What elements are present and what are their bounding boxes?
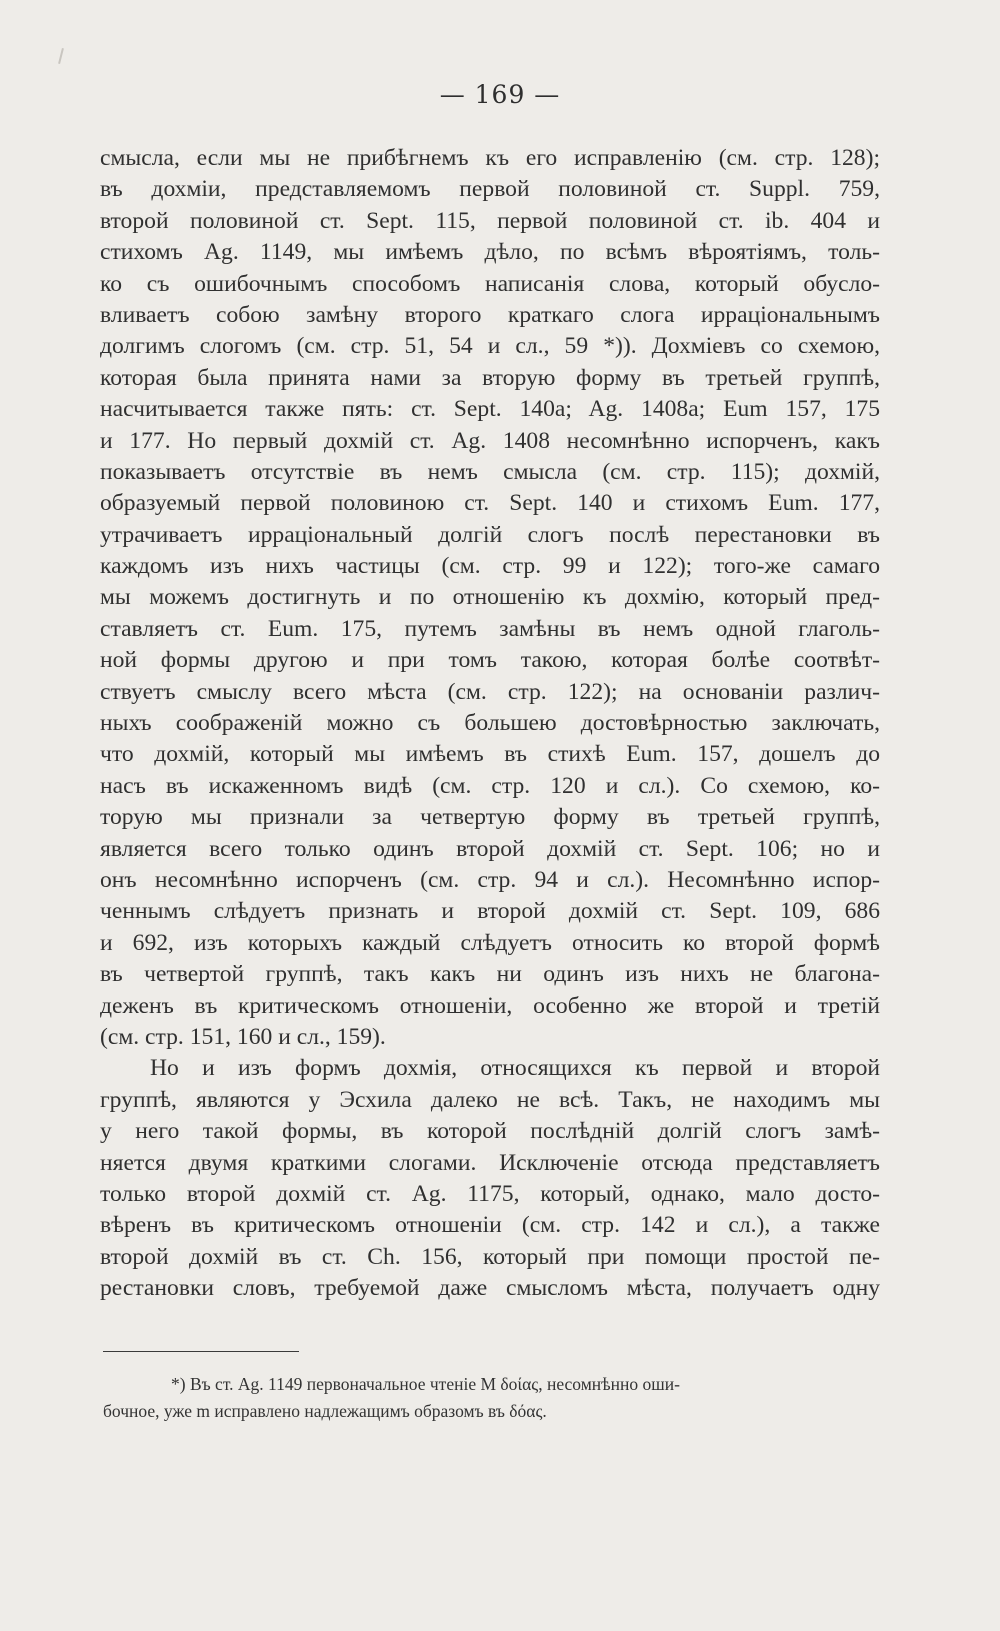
text-line: онъ несомнѣнно испорченъ (см. стр. 94 и сл.). Несомнѣнно испор- bbox=[100, 866, 880, 893]
paragraph-end-line: (см. стр. 151, 160 и сл., 159). bbox=[100, 1023, 386, 1050]
text-line: насчитывается также пять: ст. Sept. 140a; Ag. 1408a; Eum 157, 175 bbox=[100, 396, 880, 423]
text-line: ствуетъ смыслу всего мѣста (см. стр. 122); на основаніи различ- bbox=[100, 678, 880, 705]
text-line: ко съ ошибочнымъ способомъ написанія слова, который обусло- bbox=[100, 270, 880, 297]
text-line: и 692, изъ которыхъ каждый слѣдуетъ относить ко второй формѣ bbox=[100, 929, 880, 956]
text-line: долгимъ слогомъ (см. стр. 51, 54 и сл., 59 *)). Дохміевъ со схемою, bbox=[100, 333, 880, 360]
text-line: является всего только одинъ второй дохмій ст. Sept. 106; но и bbox=[100, 835, 880, 862]
text-line: показываетъ отсутствіе въ немъ смысла (см. стр. 115); дохмій, bbox=[100, 458, 880, 485]
text-line: и 177. Но первый дохмій ст. Ag. 1408 несомнѣнно испорченъ, какъ bbox=[100, 427, 880, 454]
text-line: ставляетъ ст. Eum. 175, путемъ замѣны въ немъ одной глаголь- bbox=[100, 615, 880, 642]
text-line: второй половиной ст. Sept. 115, первой половиной ст. ib. 404 и bbox=[100, 207, 880, 234]
text-line: няется двумя краткими слогами. Исключеніе отсюда представляетъ bbox=[100, 1149, 880, 1176]
text-line: утрачиваетъ ирраціональный долгій слогъ послѣ перестановки въ bbox=[100, 521, 880, 548]
text-line: ченнымъ слѣдуетъ признать и второй дохмій ст. Sept. 109, 686 bbox=[100, 898, 880, 925]
text-line: ной формы другою и при томъ такою, которая болѣе соотвѣт- bbox=[100, 647, 880, 674]
text-line: въ четвертой группѣ, такъ какъ ни одинъ изъ нихъ не благона- bbox=[100, 961, 880, 988]
text-line: мы можемъ достигнуть и по отношенію къ дохмію, который пред- bbox=[100, 584, 880, 611]
text-line: второй дохмій въ ст. Ch. 156, который при помощи простой пе- bbox=[100, 1243, 880, 1270]
text-line: торую мы признали за четвертую форму въ третьей группѣ, bbox=[100, 804, 880, 831]
text-line: образуемый первой половиною ст. Sept. 140 и стихомъ Eum. 177, bbox=[100, 490, 880, 517]
footnote bbox=[103, 1371, 883, 1425]
text-line: только второй дохмій ст. Ag. 1175, который, однако, мало досто- bbox=[100, 1180, 880, 1207]
footnote-line: *) Въ ст. Ag. 1149 первоначальное чтеніе M δοίας, несомнѣнно оши- bbox=[171, 1374, 680, 1394]
text-line: смысла, если мы не прибѣгнемъ къ его исправленію (см. стр. 128); bbox=[100, 145, 880, 171]
footnote-separator bbox=[103, 1351, 299, 1352]
text-line: въ дохміи, представляемомъ первой половиной ст. Suppl. 759, bbox=[100, 176, 880, 203]
text-line: ныхъ соображеній можно съ большею достовѣрностью заключать, bbox=[100, 710, 880, 737]
text-line: вливаетъ собою замѣну второго краткаго слога ирраціональнымъ bbox=[100, 301, 880, 328]
text-line: рестановки словъ, требуемой даже смысломъ мѣста, получаетъ одну bbox=[100, 1275, 880, 1302]
text-line: насъ въ искаженномъ видѣ (см. стр. 120 и сл.). Со схемою, ко- bbox=[100, 772, 880, 799]
main-text bbox=[100, 143, 880, 1304]
text-line: что дохмій, который мы имѣемъ въ стихѣ Eum. 157, дошелъ до bbox=[100, 741, 880, 768]
footnote-line: бочное, уже m исправлено надлежащимъ образомъ въ δόας. bbox=[103, 1401, 547, 1421]
page-number: — 169 — bbox=[439, 80, 561, 109]
text-line: у него такой формы, въ которой послѣдній долгій слогъ замѣ- bbox=[100, 1118, 880, 1145]
paragraph-start-line: Но и изъ формъ дохмія, относящихся къ первой и второй bbox=[150, 1055, 880, 1082]
text-line: стихомъ Ag. 1149, мы имѣемъ дѣло, по всѣмъ вѣроятіямъ, толь- bbox=[100, 239, 880, 266]
text-line: вѣренъ въ критическомъ отношеніи (см. стр. 142 и сл.), а также bbox=[100, 1212, 880, 1239]
text-line: группѣ, являются у Эсхила далеко не всѣ. Такъ, не находимъ мы bbox=[100, 1086, 880, 1113]
text-line: каждомъ изъ нихъ частицы (см. стр. 99 и 122); того-же самаго bbox=[100, 553, 880, 580]
text-line: которая была принята нами за вторую форму въ третьей группѣ, bbox=[100, 364, 880, 391]
text-line: деженъ въ критическомъ отношеніи, особенно же второй и третій bbox=[100, 992, 880, 1019]
page-edge-mark bbox=[58, 48, 64, 64]
